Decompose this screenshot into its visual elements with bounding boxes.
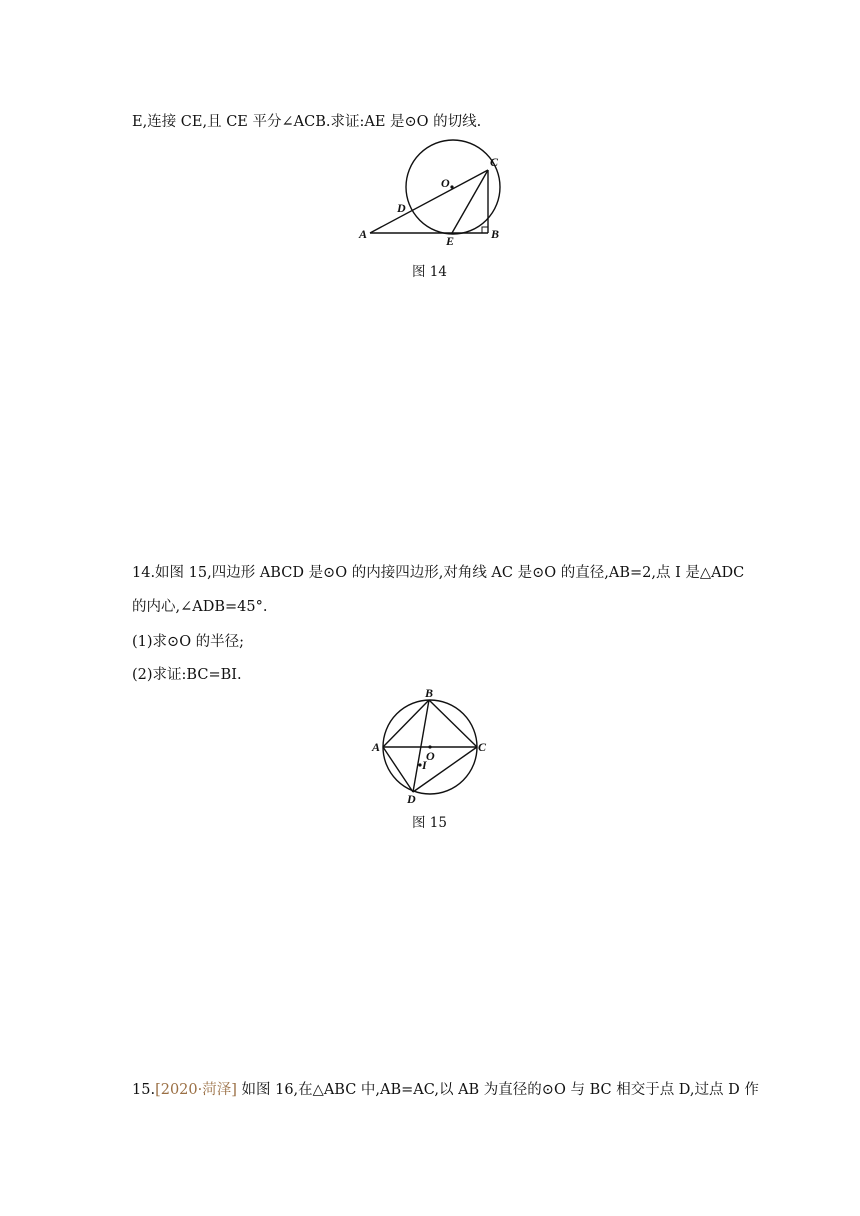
label-o: O	[426, 749, 435, 763]
problem-14-line-2: 的内心,∠ADB=45°.	[132, 599, 268, 615]
problem-15-number: 15.	[132, 1082, 156, 1098]
segment-da	[383, 747, 413, 792]
problem-15-source: [2020·菏泽]	[155, 1082, 237, 1098]
problem-14-part-2: (2)求证:BC=BI.	[132, 667, 242, 683]
problem-14-part-1: (1)求⊙O 的半径;	[132, 634, 245, 650]
figure-14	[355, 140, 515, 250]
label-a: A	[372, 740, 381, 754]
figure-15-caption: 图 15	[412, 815, 447, 831]
problem-14-line-1: 14.如图 15,四边形 ABCD 是⊙O 的内接四边形,对角线 AC 是⊙O 的直径,AB=2,点 I 是△ADC	[132, 565, 745, 581]
figure-15	[370, 685, 500, 805]
problem-15-text: 如图 16,在△ABC 中,AB=AC,以 AB 为直径的⊙O 与 BC 相交于点 D,过点 D 作	[236, 1082, 759, 1098]
label-e: E	[446, 234, 455, 248]
label-d: D	[397, 201, 406, 215]
label-b: B	[491, 227, 500, 241]
label-a: A	[359, 227, 368, 241]
problem-15-line-1	[132, 1080, 759, 1100]
figure-14-caption: 图 14	[412, 264, 447, 280]
label-i: I	[422, 758, 427, 772]
label-c: C	[478, 740, 487, 754]
problem-13-conclusion: E,连接 CE,且 CE 平分∠ACB.求证:AE 是⊙O 的切线.	[132, 114, 482, 130]
label-b: B	[425, 686, 434, 700]
right-angle-mark	[482, 227, 488, 233]
label-c: C	[490, 155, 499, 169]
label-d: D	[407, 792, 416, 806]
label-o: O	[441, 176, 450, 190]
segment-bc	[429, 700, 477, 747]
center-dot	[450, 185, 453, 188]
